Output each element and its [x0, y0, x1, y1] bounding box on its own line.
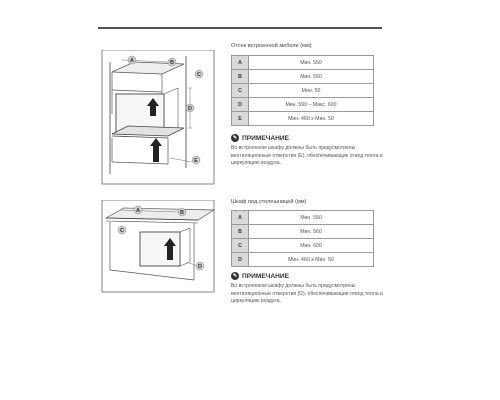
table-row: B Мин. 560	[232, 225, 374, 239]
section1-note	[231, 134, 391, 168]
under-counter-cabinet-diagram	[98, 200, 220, 300]
section2-note	[231, 272, 391, 306]
table-row: E Мин. 460 x Мин. 50	[232, 112, 374, 126]
svg-text:D: D	[198, 264, 202, 270]
svg-text:C: C	[197, 72, 201, 78]
built-in-cabinet-diagram	[98, 50, 220, 190]
note-title: ПРИМЕЧАНИЕ	[242, 134, 290, 142]
svg-text:A: A	[136, 208, 140, 214]
label-A	[134, 206, 142, 214]
label-C	[195, 70, 203, 78]
table-row: A Мин. 550	[232, 211, 374, 225]
svg-text:E: E	[194, 158, 198, 164]
airflow-arrow-up-lower	[150, 138, 162, 162]
svg-text:C: C	[120, 228, 124, 234]
label-C	[118, 226, 126, 234]
note-icon: ✎	[232, 273, 238, 279]
section1-title: Отсек встроенной мебели (мм)	[231, 43, 312, 49]
svg-text:D: D	[188, 106, 192, 112]
top-rule	[98, 27, 382, 29]
section1-dimension-table	[231, 55, 374, 126]
note-icon: ✎	[232, 135, 238, 141]
label-B	[178, 208, 186, 216]
label-A	[128, 56, 136, 64]
section2-title: Шкаф под столешницей (мм)	[231, 199, 307, 205]
label-D	[186, 104, 194, 112]
table-row: A Мин. 550	[232, 56, 374, 70]
note-text: Во встроенном шкафу должны быть предусмотрены вентиляционные отверстия (D), обеспечивающие отвод тепла и циркуляцию воздуха.	[231, 283, 383, 305]
section2-dimension-table	[231, 210, 374, 267]
label-D	[196, 262, 204, 270]
table-row: C Мин. 600	[232, 239, 374, 253]
svg-text:B: B	[180, 210, 184, 216]
label-E	[192, 156, 200, 164]
table-row: D Мин. 460 x Мин. 50	[232, 253, 374, 267]
table-row: C Мин. 50	[232, 84, 374, 98]
svg-text:B: B	[170, 60, 174, 66]
table-row: D Мин. 590 – Макс. 600	[232, 98, 374, 112]
note-title: ПРИМЕЧАНИЕ	[242, 272, 290, 280]
svg-text:A: A	[130, 58, 134, 64]
note-text: Во встроенном шкафу должны быть предусмотрены вентиляционные отверстия (E), обеспечивающие отвод тепла и циркуляцию воздуха.	[231, 145, 383, 167]
table-row: B Мин. 560	[232, 70, 374, 84]
label-B	[168, 58, 176, 66]
